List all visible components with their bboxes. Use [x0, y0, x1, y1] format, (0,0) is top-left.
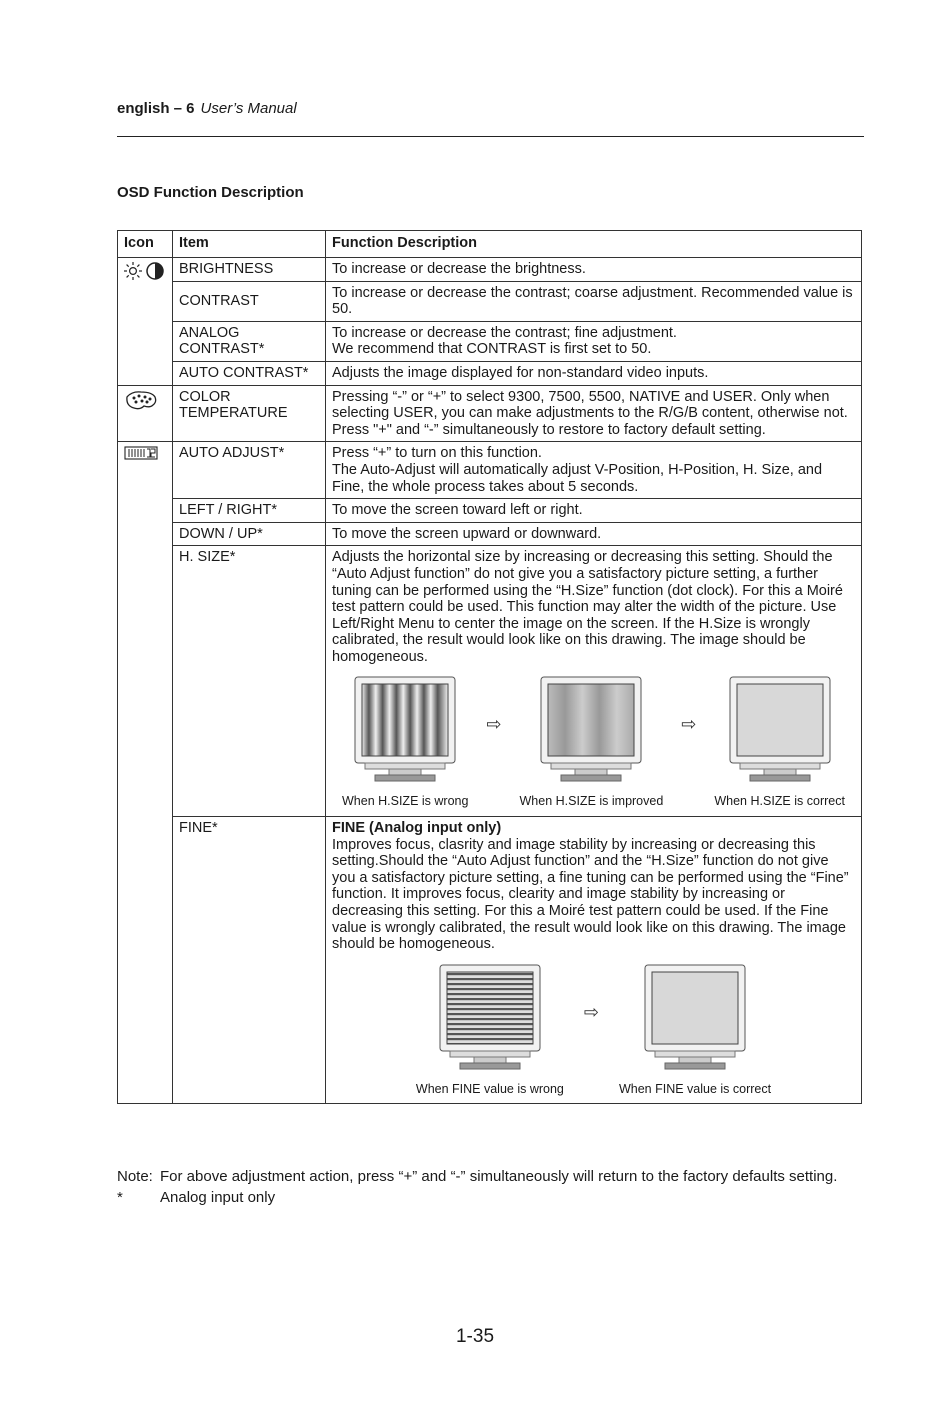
fine-figures	[332, 963, 855, 1098]
desc-color-temperature	[326, 385, 862, 442]
desc-auto-contrast: Adjusts the image displayed for non-standard video inputs.	[326, 361, 862, 385]
monitor-image	[643, 963, 747, 1075]
item-h-size: H. SIZE*	[173, 546, 326, 817]
table-row	[118, 546, 862, 817]
brightness-contrast-icon	[124, 261, 166, 281]
desc-line: Pressing “-” or “+” to select 9300, 7500, 5500, NATIVE and USER. Only when selecting USER, you can make adjustments to the R/G/B content, otherwise not.	[332, 388, 848, 422]
table-row	[118, 321, 862, 361]
auto-adjust-icon-cell	[118, 442, 173, 1104]
brightness-contrast-icon-cell	[118, 258, 173, 386]
table-row	[118, 281, 862, 321]
desc-line: Press "+" and “-” simultaneously to restore to factory default setting.	[332, 421, 766, 438]
note-row	[117, 1187, 837, 1208]
figure-h-size-wrong	[342, 675, 468, 810]
auto-adjust-icon	[124, 445, 158, 461]
note-text: For above adjustment action, press “+” and “-” simultaneously will return to the factory defaults setting.	[160, 1168, 838, 1185]
header-section: english – 6	[117, 100, 195, 117]
table-row	[118, 385, 862, 442]
caption-h-size-correct: When H.SIZE is correct	[714, 794, 845, 809]
header-item: Item	[173, 231, 326, 258]
table-row	[118, 361, 862, 385]
desc-fine	[326, 817, 862, 1104]
table-row	[118, 499, 862, 523]
header-manual-title: User’s Manual	[200, 100, 297, 117]
desc-line: Adjusts the horizontal size by increasing or decreasing this setting. Should the “Auto Adjust function” do not give you a satisfactory picture setting, a further tuning can be performed using the “H.Size” function (dot clock). For this a Moiré test pattern could be used. This function may alter the width of the picture. Use Left/Right Menu to center the image on the screen. If the H.Size is wrongly calibrated, the result would look like on this drawing. The image should be homogeneous.	[332, 549, 843, 665]
desc-left-right: To move the screen toward left or right.	[326, 499, 862, 523]
monitor-image	[438, 963, 542, 1075]
item-down-up: DOWN / UP*	[173, 522, 326, 546]
item-fine: FINE*	[173, 817, 326, 1104]
running-header	[117, 100, 297, 117]
desc-brightness: To increase or decrease the brightness.	[326, 258, 862, 282]
desc-analog-contrast	[326, 321, 862, 361]
item-auto-contrast: AUTO CONTRAST*	[173, 361, 326, 385]
item-analog-contrast: ANALOG CONTRAST*	[173, 321, 326, 361]
desc-line: Improves focus, clasrity and image stability by increasing or decreasing this setting.Should the “Auto Adjust function” and the “H.Size” function do not give you a satisfactory picture setting, a fine tuning can be performed using the “Fine” function. It improves focus, clearity and image stability by increasing or decreasing this setting. For this a Moiré test pattern could be used. If the Fine value is wrongly calibrated, the result would look like on this drawing. The image should be homogeneous.	[332, 836, 849, 953]
desc-contrast: To increase or decrease the contrast; coarse adjustment. Recommended value is 50.	[326, 281, 862, 321]
desc-title: FINE (Analog input only)	[332, 820, 502, 837]
table-row	[118, 817, 862, 1104]
color-temperature-icon-cell	[118, 385, 173, 442]
h-size-figures	[332, 675, 855, 810]
desc-line: We recommend that CONTRAST is first set to 50.	[332, 341, 652, 358]
table-row	[118, 258, 862, 282]
figure-fine-correct	[619, 963, 771, 1098]
figure-fine-wrong	[416, 963, 564, 1098]
desc-line: Press “+” to turn on this function.	[332, 445, 542, 462]
item-auto-adjust: AUTO ADJUST*	[173, 442, 326, 499]
table-header-row	[118, 231, 862, 258]
header-function-description: Function Description	[326, 231, 862, 258]
page-number: 1-35	[455, 1326, 495, 1347]
osd-function-table	[117, 230, 862, 1104]
item-contrast: CONTRAST	[173, 281, 326, 321]
section-title: OSD Function Description	[117, 184, 304, 201]
item-left-right: LEFT / RIGHT*	[173, 499, 326, 523]
caption-h-size-wrong: When H.SIZE is wrong	[342, 794, 469, 809]
note-star-label: *	[117, 1189, 123, 1206]
table-row	[118, 522, 862, 546]
color-temperature-icon	[124, 389, 158, 411]
monitor-image	[353, 675, 457, 787]
figure-h-size-correct	[714, 675, 845, 810]
header-icon: Icon	[118, 231, 173, 258]
desc-line: The Auto-Adjust will automatically adjust V-Position, H-Position, H. Size, and Fine, the whole process takes about 5 seconds.	[332, 461, 823, 495]
item-color-temperature: COLOR TEMPERATURE	[173, 385, 326, 442]
footnote	[117, 1166, 837, 1208]
note-row	[117, 1166, 837, 1187]
monitor-image	[539, 675, 643, 787]
item-brightness: BRIGHTNESS	[173, 258, 326, 282]
header-rule	[117, 136, 864, 137]
arrow-right-icon: ⇨	[486, 714, 502, 735]
arrow-right-icon: ⇨	[681, 714, 697, 735]
desc-line: To increase or decrease the contrast; fine adjustment.	[332, 324, 677, 341]
monitor-image	[728, 675, 832, 787]
desc-auto-adjust	[326, 442, 862, 499]
caption-h-size-improved: When H.SIZE is improved	[519, 794, 664, 809]
table-row	[118, 442, 862, 499]
note-label: Note:	[117, 1168, 153, 1185]
desc-h-size	[326, 546, 862, 817]
caption-fine-correct: When FINE value is correct	[618, 1081, 772, 1096]
arrow-right-icon: ⇨	[583, 1001, 599, 1022]
caption-fine-wrong: When FINE value is wrong	[415, 1081, 564, 1096]
desc-down-up: To move the screen upward or downward.	[326, 522, 862, 546]
figure-h-size-improved	[520, 675, 664, 810]
note-star-text: Analog input only	[160, 1189, 276, 1206]
